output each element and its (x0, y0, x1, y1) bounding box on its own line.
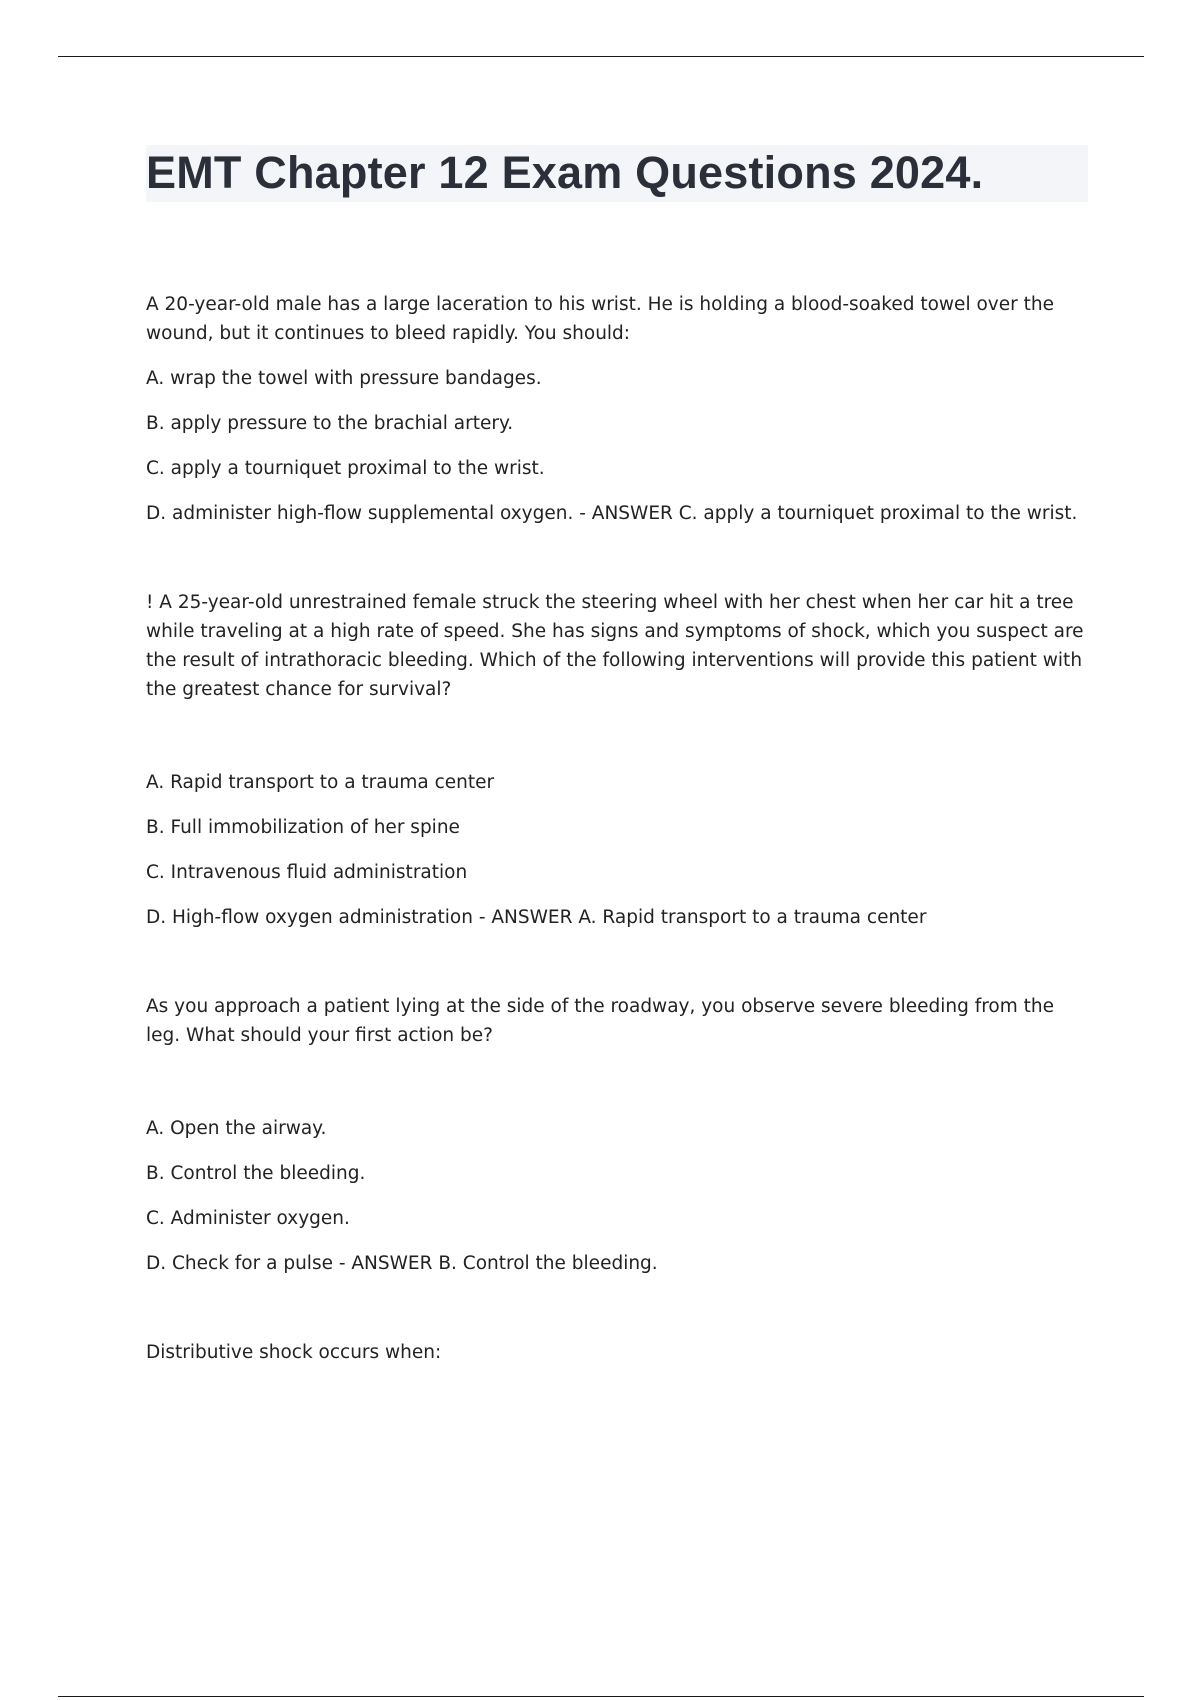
option-c: C. Administer oxygen. (146, 1208, 350, 1229)
option-b: B. Control the bleeding. (146, 1163, 366, 1184)
answer-options (146, 364, 1092, 528)
option-b: B. apply pressure to the brachial artery. (146, 413, 514, 434)
option-d-with-answer: D. administer high-flow supplemental oxygen. - ANSWER C. apply a tourniquet proximal to the wrist. (146, 503, 1078, 524)
answer-options (146, 768, 1092, 932)
question-text: Distributive shock occurs when: (146, 1342, 442, 1363)
question-text: As you approach a patient lying at the side of the roadway, you observe severe bleeding from the leg. What should your first action be? (146, 996, 1054, 1046)
question-text: A 20-year-old male has a large laceration to his wrist. He is holding a blood-soaked towel over the wound, but it continues to bleed rapidly. You should: (146, 294, 1054, 344)
header-rule (58, 56, 1144, 57)
option-d-with-answer: D. Check for a pulse - ANSWER B. Control the bleeding. (146, 1253, 658, 1274)
option-b: B. Full immobilization of her spine (146, 817, 460, 838)
answer-options (146, 1114, 1092, 1278)
question-block-3 (146, 992, 1092, 1278)
question-block-2 (146, 588, 1092, 932)
option-a: A. Rapid transport to a trauma center (146, 772, 495, 793)
question-block-1 (146, 290, 1092, 528)
page-title: EMT Chapter 12 Exam Questions 2024. (146, 147, 984, 198)
option-a: A. wrap the towel with pressure bandages. (146, 368, 542, 389)
question-list (146, 290, 1092, 1367)
option-c: C. apply a tourniquet proximal to the wrist. (146, 458, 545, 479)
question-block-4 (146, 1338, 1092, 1367)
option-c: C. Intravenous fluid administration (146, 862, 468, 883)
option-a: A. Open the airway. (146, 1118, 327, 1139)
footer-rule (58, 1696, 1144, 1697)
option-d-with-answer: D. High-flow oxygen administration - ANSWER A. Rapid transport to a trauma center (146, 907, 927, 928)
question-text: ! A 25-year-old unrestrained female struck the steering wheel with her chest when her car hit a tree while traveling at a high rate of speed. She has signs and symptoms of shock, which you suspect are the result of intrathoracic bleeding. Which of the following interventions will provide this patient with the greatest chance for survival? (146, 592, 1084, 700)
